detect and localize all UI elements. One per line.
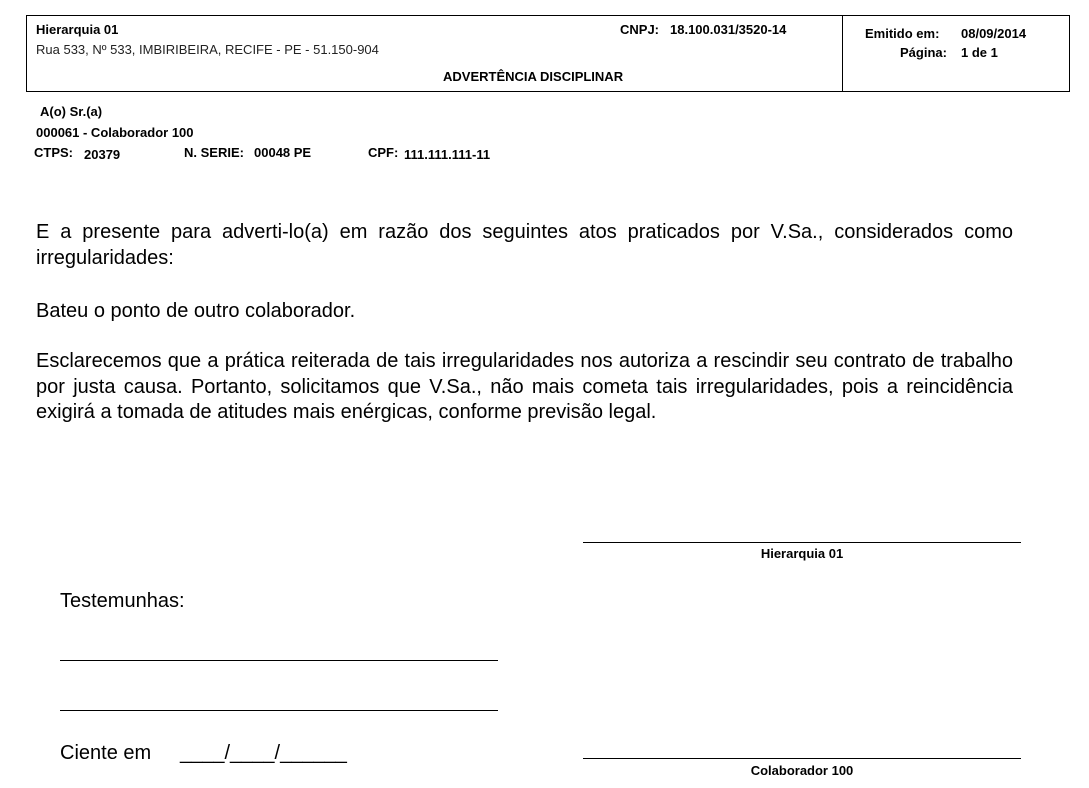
employee-signer: Colaborador 100	[750, 763, 854, 778]
cnpj-label: CNPJ:	[620, 22, 660, 37]
warning-paragraph: Esclarecemos que a prática reiterada de tais irregularidades nos autoriza a rescindir seu contrato de trabalho por justa causa. Portanto, solicitamos que V.Sa., não mais cometa tais irregularidades, pois a reincidência exigirá a tomada de atitudes mais enérgicas, conforme previsão legal.	[36, 350, 1013, 423]
page-label: Página:	[900, 45, 947, 60]
serie-value: 00048 PE	[254, 145, 312, 160]
ciente-date-blank: ____/____/______	[180, 742, 347, 764]
ciente-label: Ciente em	[60, 742, 152, 764]
company-signer: Hierarquia 01	[760, 546, 844, 561]
issued-label: Emitido em:	[865, 26, 940, 41]
witness-1-line	[60, 660, 498, 661]
cpf-value: 111.111.111-11	[404, 147, 491, 162]
salutation: A(o) Sr.(a)	[40, 104, 103, 119]
company-name: Hierarquia 01	[36, 22, 119, 37]
serie-label: N. SERIE:	[184, 145, 244, 160]
cnpj-value: 18.100.031/3520-14	[670, 22, 787, 37]
header-issue-box	[842, 15, 1070, 92]
employee-id-name: 000061 - Colaborador 100	[36, 125, 194, 140]
employee-signature-line	[583, 758, 1021, 759]
ctps-label: CTPS:	[34, 145, 73, 160]
page-value: 1 de 1	[961, 45, 998, 60]
document-title: ADVERTÊNCIA DISCIPLINAR	[443, 69, 624, 84]
cpf-label: CPF:	[368, 145, 399, 160]
intro-paragraph: E a presente para adverti-lo(a) em razão dos seguintes atos praticados por V.Sa., considerados como irregularidades:	[36, 221, 1013, 269]
reason-paragraph: Bateu o ponto de outro colaborador.	[36, 300, 356, 322]
issued-date: 08/09/2014	[961, 26, 1027, 41]
witness-2-line	[60, 710, 498, 711]
witnesses-label: Testemunhas:	[60, 590, 185, 612]
ctps-value: 20379	[84, 147, 121, 162]
company-address: Rua 533, Nº 533, IMBIRIBEIRA, RECIFE - PE - 51.150-904	[36, 42, 379, 57]
header-main-box	[26, 15, 843, 92]
company-signature-line	[583, 542, 1021, 543]
